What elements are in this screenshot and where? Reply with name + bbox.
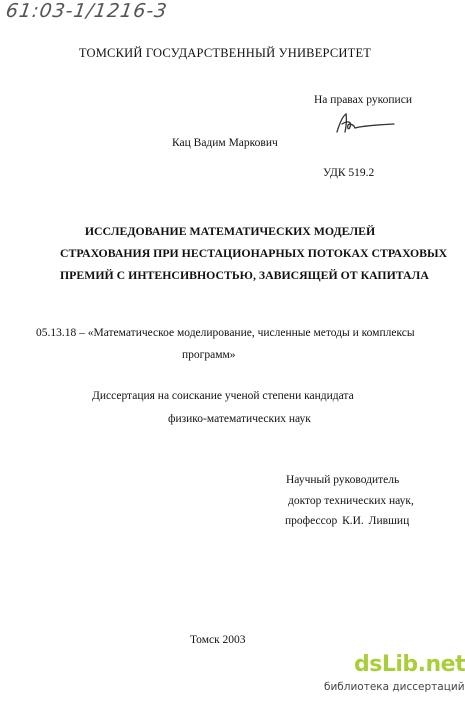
archive-mark: 61:03-1/1216-3 <box>4 0 169 22</box>
dslib-logo-icon <box>318 652 465 700</box>
author-name: Кац Вадим Маркович <box>172 137 278 149</box>
supervisor-degree: доктор технических наук, <box>288 495 414 507</box>
university-name: ТОМСКИЙ ГОСУДАРСТВЕННЫЙ УНИВЕРСИТЕТ <box>78 46 372 60</box>
specialty-continuation: программ» <box>182 349 236 361</box>
specialty-code: 05.13.18 – «Математическое моделирование, численные методы и комплексы <box>36 327 415 339</box>
degree-statement: Диссертация на соискание ученой степени кандидата <box>92 390 354 402</box>
title-line: ПРЕМИЙ С ИНТЕНСИВНОСТЬЮ, ЗАВИСЯЩЕЙ ОТ КАПИТАЛА <box>60 268 429 282</box>
city-year: Томск 2003 <box>190 634 246 646</box>
manuscript-rights: На правах рукописи <box>314 94 412 106</box>
supervisor-name: профессор К.И. Лившиц <box>285 515 410 527</box>
title-line: СТРАХОВАНИЯ ПРИ НЕСТАЦИОНАРНЫХ ПОТОКАХ СТРАХОВЫХ <box>60 246 448 260</box>
degree-field: физико-математических наук <box>168 413 311 425</box>
dissertation-title <box>60 220 448 286</box>
watermark-tagline: библиотека диссертаций <box>324 681 465 693</box>
watermark-logo: dsLib.net <box>354 652 465 677</box>
signature-icon <box>334 112 396 134</box>
title-line: ИССЛЕДОВАНИЕ МАТЕМАТИЧЕСКИХ МОДЕЛЕЙ <box>84 224 376 238</box>
udk-code: УДК 519.2 <box>323 167 375 179</box>
supervisor-label: Научный руководитель <box>286 474 400 486</box>
